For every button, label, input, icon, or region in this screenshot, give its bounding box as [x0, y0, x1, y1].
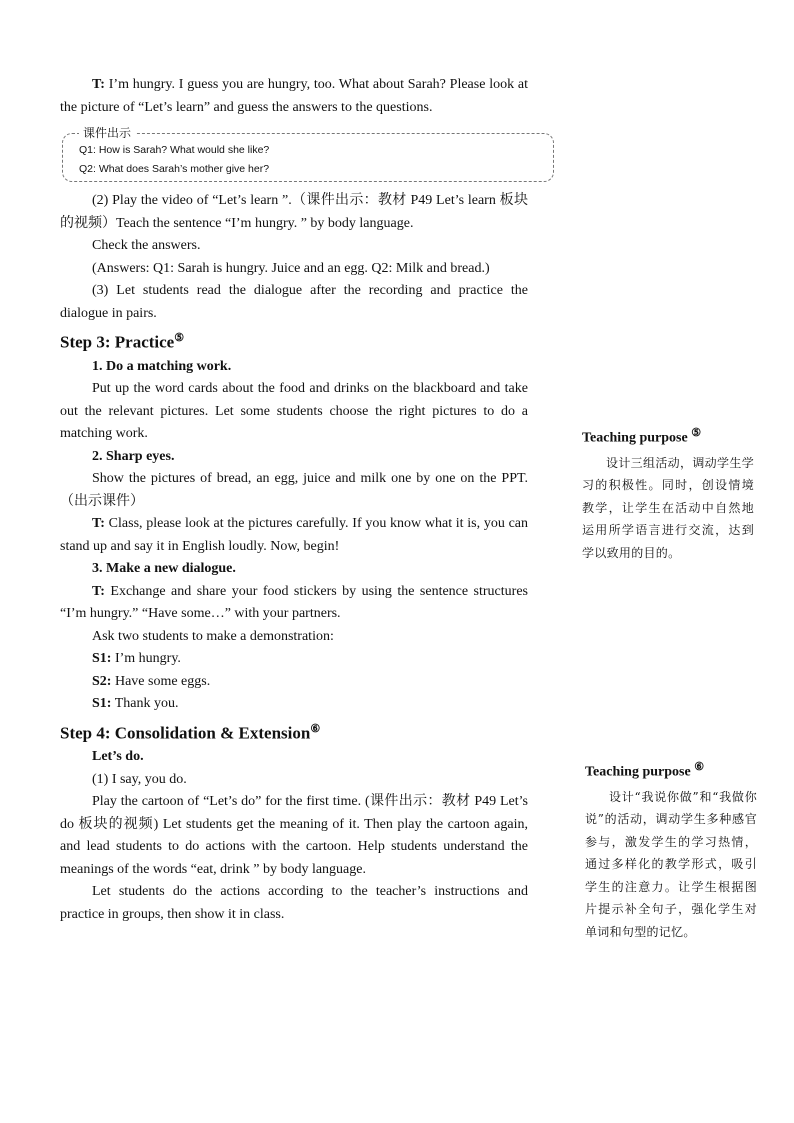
callout-title: 课件出示	[79, 124, 135, 142]
teaching-purpose-note-6	[585, 758, 757, 943]
step3-activity-1-text: Put up the word cards about the food and drinks on the blackboard and take out the relevant pictures. Let some students choose the right pictures to do a matching work.	[60, 381, 528, 442]
intro-paragraph: T: I’m hungry. I guess you are hungry, too. What about Sarah? Please look at the picture of “Let’s learn” and guess the answers to the questions.	[60, 77, 528, 115]
step3-activity-3-teacher: T: Exchange and share your food stickers by using the sentence structures “I’m hungry.” “Have some…” with your partners.	[60, 583, 528, 622]
callout-question-2: Q2: What does Sarah’s mother give her?	[79, 163, 270, 175]
step3-activity-1-title: 1. Do a matching work.	[92, 358, 232, 374]
speaker-label: T:	[92, 77, 105, 92]
step2-play-video: (2) Play the video of “Let’s learn ”.（课件出示：教材 P49 Let’s learn 板块的视频）Teach the sentence “I’m hungry. ” by body language.	[60, 193, 528, 231]
step2-answers: (Answers: Q1: Sarah is hungry. Juice and an egg. Q2: Milk and bread.)	[92, 260, 490, 276]
callout-question-1: Q1: How is Sarah? What would she like?	[79, 144, 270, 156]
note-body: 设计三组活动，调动学生学习的积极性。同时，创设情境教学，让学生在活动中自然地运用所学语言进行交流，达到学以致用的目的。	[582, 455, 754, 560]
dialogue-line: S1: I’m hungry.	[92, 651, 181, 667]
step4-heading: Step 4: Consolidation & Extension⑥	[60, 722, 321, 743]
teaching-purpose-note-5	[582, 424, 754, 564]
step4-practice-groups: Let students do the actions according to the teacher’s instructions and practice in groups, then show it in class.	[60, 884, 528, 922]
note-body: 设计“我说你做”和“我做你说”的活动，调动学生多种感官参与，激发学生的学习热情，通过多样化的教学形式，吸引学生的注意力。让学生根据图片提示补全句子，强化学生对单词和句型的记忆。	[585, 789, 757, 939]
step4-play-cartoon: Play the cartoon of “Let’s do” for the first time. (课件出示：教材 P49 Let’s do 板块的视频) Let students get the meaning of it. Then play the cartoon again, and lead students to do actions with the cartoon. Help students understand the meanings of the words “eat, drink ” by body language.	[60, 794, 528, 877]
dialogue-line: S2: Have some eggs.	[92, 673, 211, 689]
step3-ask-students: Ask two students to make a demonstration:	[92, 628, 334, 644]
step4-i-say-you-do: (1) I say, you do.	[92, 771, 187, 787]
step2-read-dialogue: (3) Let students read the dialogue after the recording and practice the dialogue in pairs.	[60, 283, 528, 321]
courseware-callout	[62, 126, 554, 182]
step3-activity-2-teacher: T: Class, please look at the pictures carefully. If you know what it is, you can stand up and say it in English loudly. Now, begin!	[60, 516, 528, 554]
note-title: Teaching purpose ⑥	[585, 761, 705, 780]
step2-check-answers: Check the answers.	[92, 238, 201, 253]
step4-subtitle: Let’s do.	[92, 749, 144, 765]
footnote-mark: ⑥	[310, 722, 321, 735]
note-title: Teaching purpose ⑤	[582, 427, 702, 446]
lesson-main-column	[60, 74, 528, 926]
step3-activity-3-title: 3. Make a new dialogue.	[92, 561, 236, 577]
step3-activity-2-title: 2. Sharp eyes.	[92, 448, 175, 464]
footnote-mark: ⑤	[174, 332, 185, 344]
step3-activity-2-text: Show the pictures of bread, an egg, juice and milk one by one on the PPT.（出示课件）	[60, 471, 528, 509]
step3-heading: Step 3: Practice⑤	[60, 332, 185, 352]
dialogue-line: S1: Thank you.	[92, 696, 179, 712]
